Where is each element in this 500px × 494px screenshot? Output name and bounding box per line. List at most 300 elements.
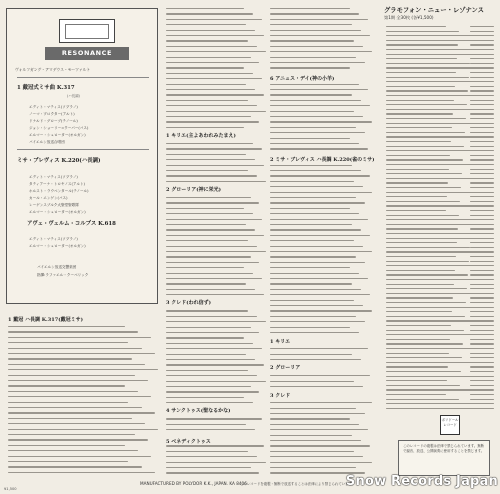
performer: ドナルド・グローブ(テノール): [29, 119, 78, 123]
catalog-entry: [386, 196, 447, 197]
text-line: [166, 175, 257, 176]
text-line: [166, 51, 266, 52]
text-line: [270, 13, 359, 14]
catalog-entry: [386, 77, 469, 78]
text-line: [166, 73, 253, 74]
text-line: [270, 30, 361, 31]
catalog-number: [470, 173, 494, 174]
catalog-entry: [386, 320, 478, 321]
text-line: [166, 143, 253, 144]
text-line: [166, 165, 264, 166]
text-line: [8, 461, 128, 462]
text-line: [270, 24, 352, 25]
catalog-number: [470, 362, 494, 363]
catalog-number: [470, 141, 494, 142]
performer: カール・エンゲン(バス): [29, 196, 68, 200]
catalog-entry: [386, 104, 467, 105]
text-line: [166, 327, 251, 328]
text-line: [166, 121, 259, 122]
catalog-number: [470, 58, 494, 59]
text-line: [270, 148, 368, 149]
text-line: [270, 40, 354, 41]
text-line: [166, 289, 255, 290]
catalog-number: [470, 233, 494, 234]
catalog-number: [470, 334, 494, 335]
text-line: [166, 13, 253, 14]
text-line: [166, 391, 259, 392]
text-line: [166, 8, 244, 9]
text-line: [270, 424, 359, 425]
text-line: [270, 186, 363, 187]
catalog-entry: [386, 26, 446, 27]
catalog-entry: [386, 58, 457, 59]
catalog-subtitle: 第1期 全30枚 (各¥1,500): [384, 15, 434, 20]
text-line: [8, 331, 138, 332]
catalog-number: [470, 288, 494, 289]
catalog-number: [470, 81, 494, 82]
catalog-number: [470, 389, 494, 390]
text-line: [166, 294, 264, 295]
catalog-entry: [386, 187, 461, 188]
text-line: [270, 289, 361, 290]
catalog-number: [470, 196, 494, 197]
performer: エルマー・シュローター(オルガン): [29, 244, 86, 248]
text-line: [270, 267, 350, 268]
catalog-entry: [386, 316, 465, 317]
performer: エルマー・シュローター(オルガン): [29, 133, 86, 137]
catalog-number: [470, 224, 494, 225]
catalog-number: [470, 394, 494, 395]
performer: ノーマ・プロクター(アルト): [29, 112, 75, 116]
text-line: [270, 327, 350, 328]
catalog-number: [470, 242, 494, 243]
catalog-number: [470, 215, 494, 216]
text-line: [8, 337, 151, 338]
catalog-entry: [386, 376, 474, 377]
conductor: 指揮:ラファエル・クーベリック: [37, 273, 89, 277]
text-line: [270, 181, 354, 182]
text-line: [270, 451, 354, 452]
text-line: [270, 192, 372, 193]
catalog-number: [470, 146, 494, 147]
catalog-entry: [386, 90, 468, 91]
catalog-number: [470, 316, 494, 317]
text-line: [8, 418, 132, 419]
text-line: [270, 170, 361, 171]
catalog-entry: [386, 155, 450, 156]
text-line: [166, 197, 251, 198]
catalog-number: [470, 182, 494, 183]
text-line: [270, 283, 352, 284]
catalog-number: [470, 353, 494, 354]
catalog-entry: [386, 178, 475, 179]
catalog-number: [470, 297, 494, 298]
catalog-number: [470, 343, 494, 344]
text-line: [166, 251, 266, 252]
text-line: [270, 246, 363, 247]
text-line: [166, 273, 253, 274]
catalog-number: [470, 376, 494, 377]
performer: エディト・マティス(ソプラノ): [29, 105, 78, 109]
catalog-number: [470, 348, 494, 349]
catalog-entry: [386, 385, 460, 386]
text-line: [270, 386, 363, 387]
catalog-entry: [386, 192, 474, 193]
text-line: [166, 127, 244, 128]
text-line: [270, 175, 370, 176]
label-subtitle: ヴォルフガング・アマデウス・モーツァルト: [15, 67, 91, 72]
credits-panel: [6, 8, 158, 304]
catalog-number: [470, 279, 494, 280]
catalog-entry: [386, 72, 456, 73]
performer: タティアーナ・トロヤノス(アルト): [29, 182, 85, 186]
performer: エディト・マティス(ソプラノ): [29, 237, 78, 241]
text-line: [166, 370, 248, 371]
text-line: [270, 310, 372, 311]
catalog-entry: [386, 210, 446, 211]
catalog-entry: [386, 228, 458, 229]
text-line: [166, 386, 251, 387]
catalog-number: [470, 95, 494, 96]
text-line: [166, 116, 251, 117]
text-line: [270, 402, 372, 403]
catalog-number: [470, 77, 494, 78]
text-line: [270, 62, 365, 63]
section-heading: 6 アニュス・デイ(神の小羊): [270, 76, 335, 82]
catalog-number: [470, 366, 494, 367]
text-line: [166, 202, 259, 203]
catalog-entry: [386, 362, 475, 363]
text-line: [8, 439, 148, 440]
catalog-number: [470, 251, 494, 252]
text-line: [270, 105, 370, 106]
section-heading: 2 グローリア(神に栄光): [166, 187, 221, 193]
catalog-entry: [386, 67, 483, 68]
text-line: [166, 402, 253, 403]
text-line: [8, 369, 158, 370]
catalog-entry: [386, 256, 456, 257]
catalog-entry: [386, 261, 469, 262]
catalog-entry: [386, 274, 468, 275]
text-line: [270, 127, 356, 128]
text-line: [270, 197, 356, 198]
catalog-number: [470, 274, 494, 275]
text-line: [270, 354, 352, 355]
catalog-number: [470, 247, 494, 248]
catalog-number: [470, 219, 494, 220]
text-line: [166, 84, 246, 85]
ave-verum-title: アヴェ・ヴェルム・コルプス K.618: [27, 221, 116, 227]
text-line: [166, 321, 266, 322]
catalog-number: [470, 325, 494, 326]
text-line: [166, 462, 266, 463]
section-heading: 3 クレド(われ信ず): [166, 300, 211, 306]
text-line: [270, 84, 359, 85]
catalog-entry: [386, 113, 453, 114]
text-line: [270, 8, 350, 9]
text-line: [270, 445, 370, 446]
catalog-entry: [386, 371, 461, 372]
text-line: [270, 224, 352, 225]
catalog-entry: [386, 242, 457, 243]
text-line: [270, 138, 350, 139]
catalog-entry: [386, 330, 464, 331]
catalog-number: [470, 132, 494, 133]
text-line: [270, 429, 368, 430]
catalog-number: [470, 320, 494, 321]
label-logo: [59, 19, 115, 43]
text-line: [8, 380, 148, 381]
catalog-entry: [386, 297, 453, 298]
catalog-number: [470, 169, 494, 170]
text-line: [166, 78, 262, 79]
text-line: [270, 143, 359, 144]
text-line: [270, 19, 368, 20]
catalog-number: [470, 164, 494, 165]
text-line: [270, 57, 356, 58]
catalog-entry: [386, 270, 455, 271]
catalog-entry: [386, 339, 450, 340]
catalog-entry: [386, 205, 473, 206]
text-line: [270, 251, 372, 252]
catalog-entry: [386, 109, 480, 110]
catalog-entry: [386, 150, 477, 151]
catalog-number: [470, 187, 494, 188]
catalog-entry: [386, 44, 458, 45]
catalog-entry: [386, 215, 459, 216]
text-line: [166, 30, 255, 31]
text-line: [8, 358, 132, 359]
catalog-number: [470, 380, 494, 381]
catalog-entry: [386, 348, 476, 349]
text-line: [166, 262, 259, 263]
catalog-entry: [386, 325, 451, 326]
catalog-entry: [386, 284, 454, 285]
catalog-number: [470, 109, 494, 110]
catalog-number: [470, 210, 494, 211]
text-line: [166, 89, 255, 90]
text-line: [166, 348, 262, 349]
catalog-entry: [386, 399, 459, 400]
catalog-entry: [386, 353, 449, 354]
catalog-number: [470, 127, 494, 128]
catalog-number: [470, 136, 494, 137]
catalog-entry: [386, 95, 481, 96]
catalog-entry: [386, 31, 459, 32]
section-heading: 4 サンクトゥス(聖なるかな): [166, 408, 231, 414]
text-line: [270, 413, 365, 414]
text-line: [270, 375, 370, 376]
text-line: [270, 51, 372, 52]
catalog-entry: [386, 141, 451, 142]
catalog-number: [470, 155, 494, 156]
text-line: [166, 343, 253, 344]
catalog-number: [470, 54, 494, 55]
catalog-entry: [386, 118, 466, 119]
work3-title: ミサ・ブレヴィス K.220(ハ長調): [17, 158, 101, 164]
text-line: [166, 424, 246, 425]
text-line: [270, 132, 365, 133]
catalog-number: [470, 72, 494, 73]
catalog-number: [470, 118, 494, 119]
work1-title: 1 戴冠式ミサ曲 K.317: [17, 85, 75, 91]
catalog-number: [470, 408, 494, 409]
text-line: [166, 213, 253, 214]
catalog-number: [470, 178, 494, 179]
text-line: [8, 348, 142, 349]
catalog-entry: [386, 49, 471, 50]
catalog-number: [470, 100, 494, 101]
performer: ホルスト・ラウベンタール(テノール): [29, 189, 89, 193]
section-heading: 1 キリエ(主よあわれみたまえ): [166, 133, 236, 139]
text-line: [166, 364, 264, 365]
catalog-entry: [386, 173, 462, 174]
catalog-entry: [386, 219, 472, 220]
catalog-number: [470, 201, 494, 202]
catalog-number: [470, 238, 494, 239]
catalog-number: [470, 159, 494, 160]
section-heading: 5 ベネディクトゥス: [166, 439, 211, 445]
catalog-number: [470, 270, 494, 271]
text-line: [166, 62, 259, 63]
text-line: [166, 472, 259, 473]
catalog-entry: [386, 247, 470, 248]
catalog-number: [470, 339, 494, 340]
text-line: [166, 229, 255, 230]
footer-manufacturer: MANUFACTURED BY POLYDOR K.K., JAPAN. KA 8406: [140, 481, 247, 486]
text-line: [270, 94, 352, 95]
text-line: [166, 35, 264, 36]
catalog-entry: [386, 380, 447, 381]
text-line: [270, 348, 368, 349]
catalog-number: [470, 26, 494, 27]
text-line: [270, 418, 350, 419]
text-line: [8, 402, 128, 403]
text-line: [166, 337, 244, 338]
text-line: [270, 219, 368, 220]
divider: [17, 77, 149, 78]
text-line: [270, 116, 363, 117]
catalog-entry: [386, 159, 463, 160]
catalog-entry: [386, 164, 476, 165]
divider: [17, 149, 149, 150]
text-line: [166, 359, 255, 360]
text-line: [8, 450, 138, 451]
catalog-entry: [386, 288, 467, 289]
catalog-number: [470, 113, 494, 114]
catalog-number: [470, 293, 494, 294]
text-line: [166, 375, 257, 376]
text-line: [270, 46, 363, 47]
catalog-number: [470, 35, 494, 36]
catalog-entry: [386, 302, 466, 303]
text-line: [8, 445, 125, 446]
catalog-number: [470, 385, 494, 386]
text-line: [270, 359, 361, 360]
text-line: [166, 111, 266, 112]
catalog-number: [470, 67, 494, 68]
catalog-entry: [386, 394, 446, 395]
price-code: ¥1,500: [4, 487, 17, 491]
catalog-entry: [386, 100, 454, 101]
text-line: [166, 467, 251, 468]
catalog-entry: [386, 201, 460, 202]
catalog-number: [470, 150, 494, 151]
text-line: [270, 332, 359, 333]
text-line: [270, 408, 356, 409]
catalog-entry: [386, 251, 483, 252]
text-line: [166, 40, 248, 41]
text-line: [8, 342, 128, 343]
catalog-number: [470, 357, 494, 358]
catalog-number: [470, 63, 494, 64]
catalog-entry: [386, 279, 481, 280]
text-line: [270, 111, 354, 112]
catalog-entry: [386, 343, 463, 344]
text-line: [166, 181, 266, 182]
text-line: [270, 456, 363, 457]
catalog-entry: [386, 132, 465, 133]
text-line: [166, 278, 262, 279]
catalog-number: [470, 330, 494, 331]
text-line: [8, 434, 135, 435]
catalog-entry: [386, 307, 479, 308]
text-line: [166, 267, 244, 268]
text-line: [270, 240, 354, 241]
text-line: [8, 396, 151, 397]
catalog-number: [470, 371, 494, 372]
catalog-entry: [386, 81, 482, 82]
text-line: [166, 219, 262, 220]
text-line: [270, 316, 356, 317]
text-line: [270, 273, 359, 274]
text-line: [8, 429, 158, 430]
text-line: [166, 316, 257, 317]
footer-note: このレコードを複製・無断で放送することは法律により禁じられています。: [240, 482, 356, 486]
catalog-number: [470, 311, 494, 312]
catalog-number: [470, 40, 494, 41]
section-heading: 1 戴冠 ハ長調 K.317(戴冠ミサ): [8, 317, 83, 323]
catalog-entry: [386, 146, 464, 147]
text-line: [270, 202, 365, 203]
text-line: [166, 256, 251, 257]
catalog-number: [470, 192, 494, 193]
text-line: [8, 407, 142, 408]
text-line: [166, 283, 246, 284]
catalog-number: [470, 104, 494, 105]
text-line: [166, 208, 244, 209]
section-heading: 2 ミサ・ブレヴィス ハ長調 K.220(雀のミサ): [270, 157, 375, 163]
text-line: [166, 429, 255, 430]
text-line: [8, 412, 155, 413]
catalog-entry: [386, 35, 472, 36]
catalog-entry: [386, 403, 472, 404]
catalog-entry: [386, 182, 448, 183]
text-line: [270, 294, 370, 295]
copyright-notice: このレコードの複製は法律で禁じられています。無断で録音、放送、公開演奏に使用することを禁じます。: [398, 440, 490, 476]
text-line: [270, 256, 356, 257]
text-line: [270, 100, 361, 101]
text-line: [270, 440, 361, 441]
polydor-badge: ポリドール レコード: [440, 415, 460, 435]
performer: エディト・マティス(ソプラノ): [29, 175, 78, 179]
text-line: [270, 229, 361, 230]
catalog-number: [470, 302, 494, 303]
catalog-entry: [386, 136, 478, 137]
label-brand: RESONANCE: [45, 47, 129, 60]
performer: ジョン・ショーリー=クーパー(バス): [29, 126, 89, 130]
catalog-entry: [386, 334, 477, 335]
